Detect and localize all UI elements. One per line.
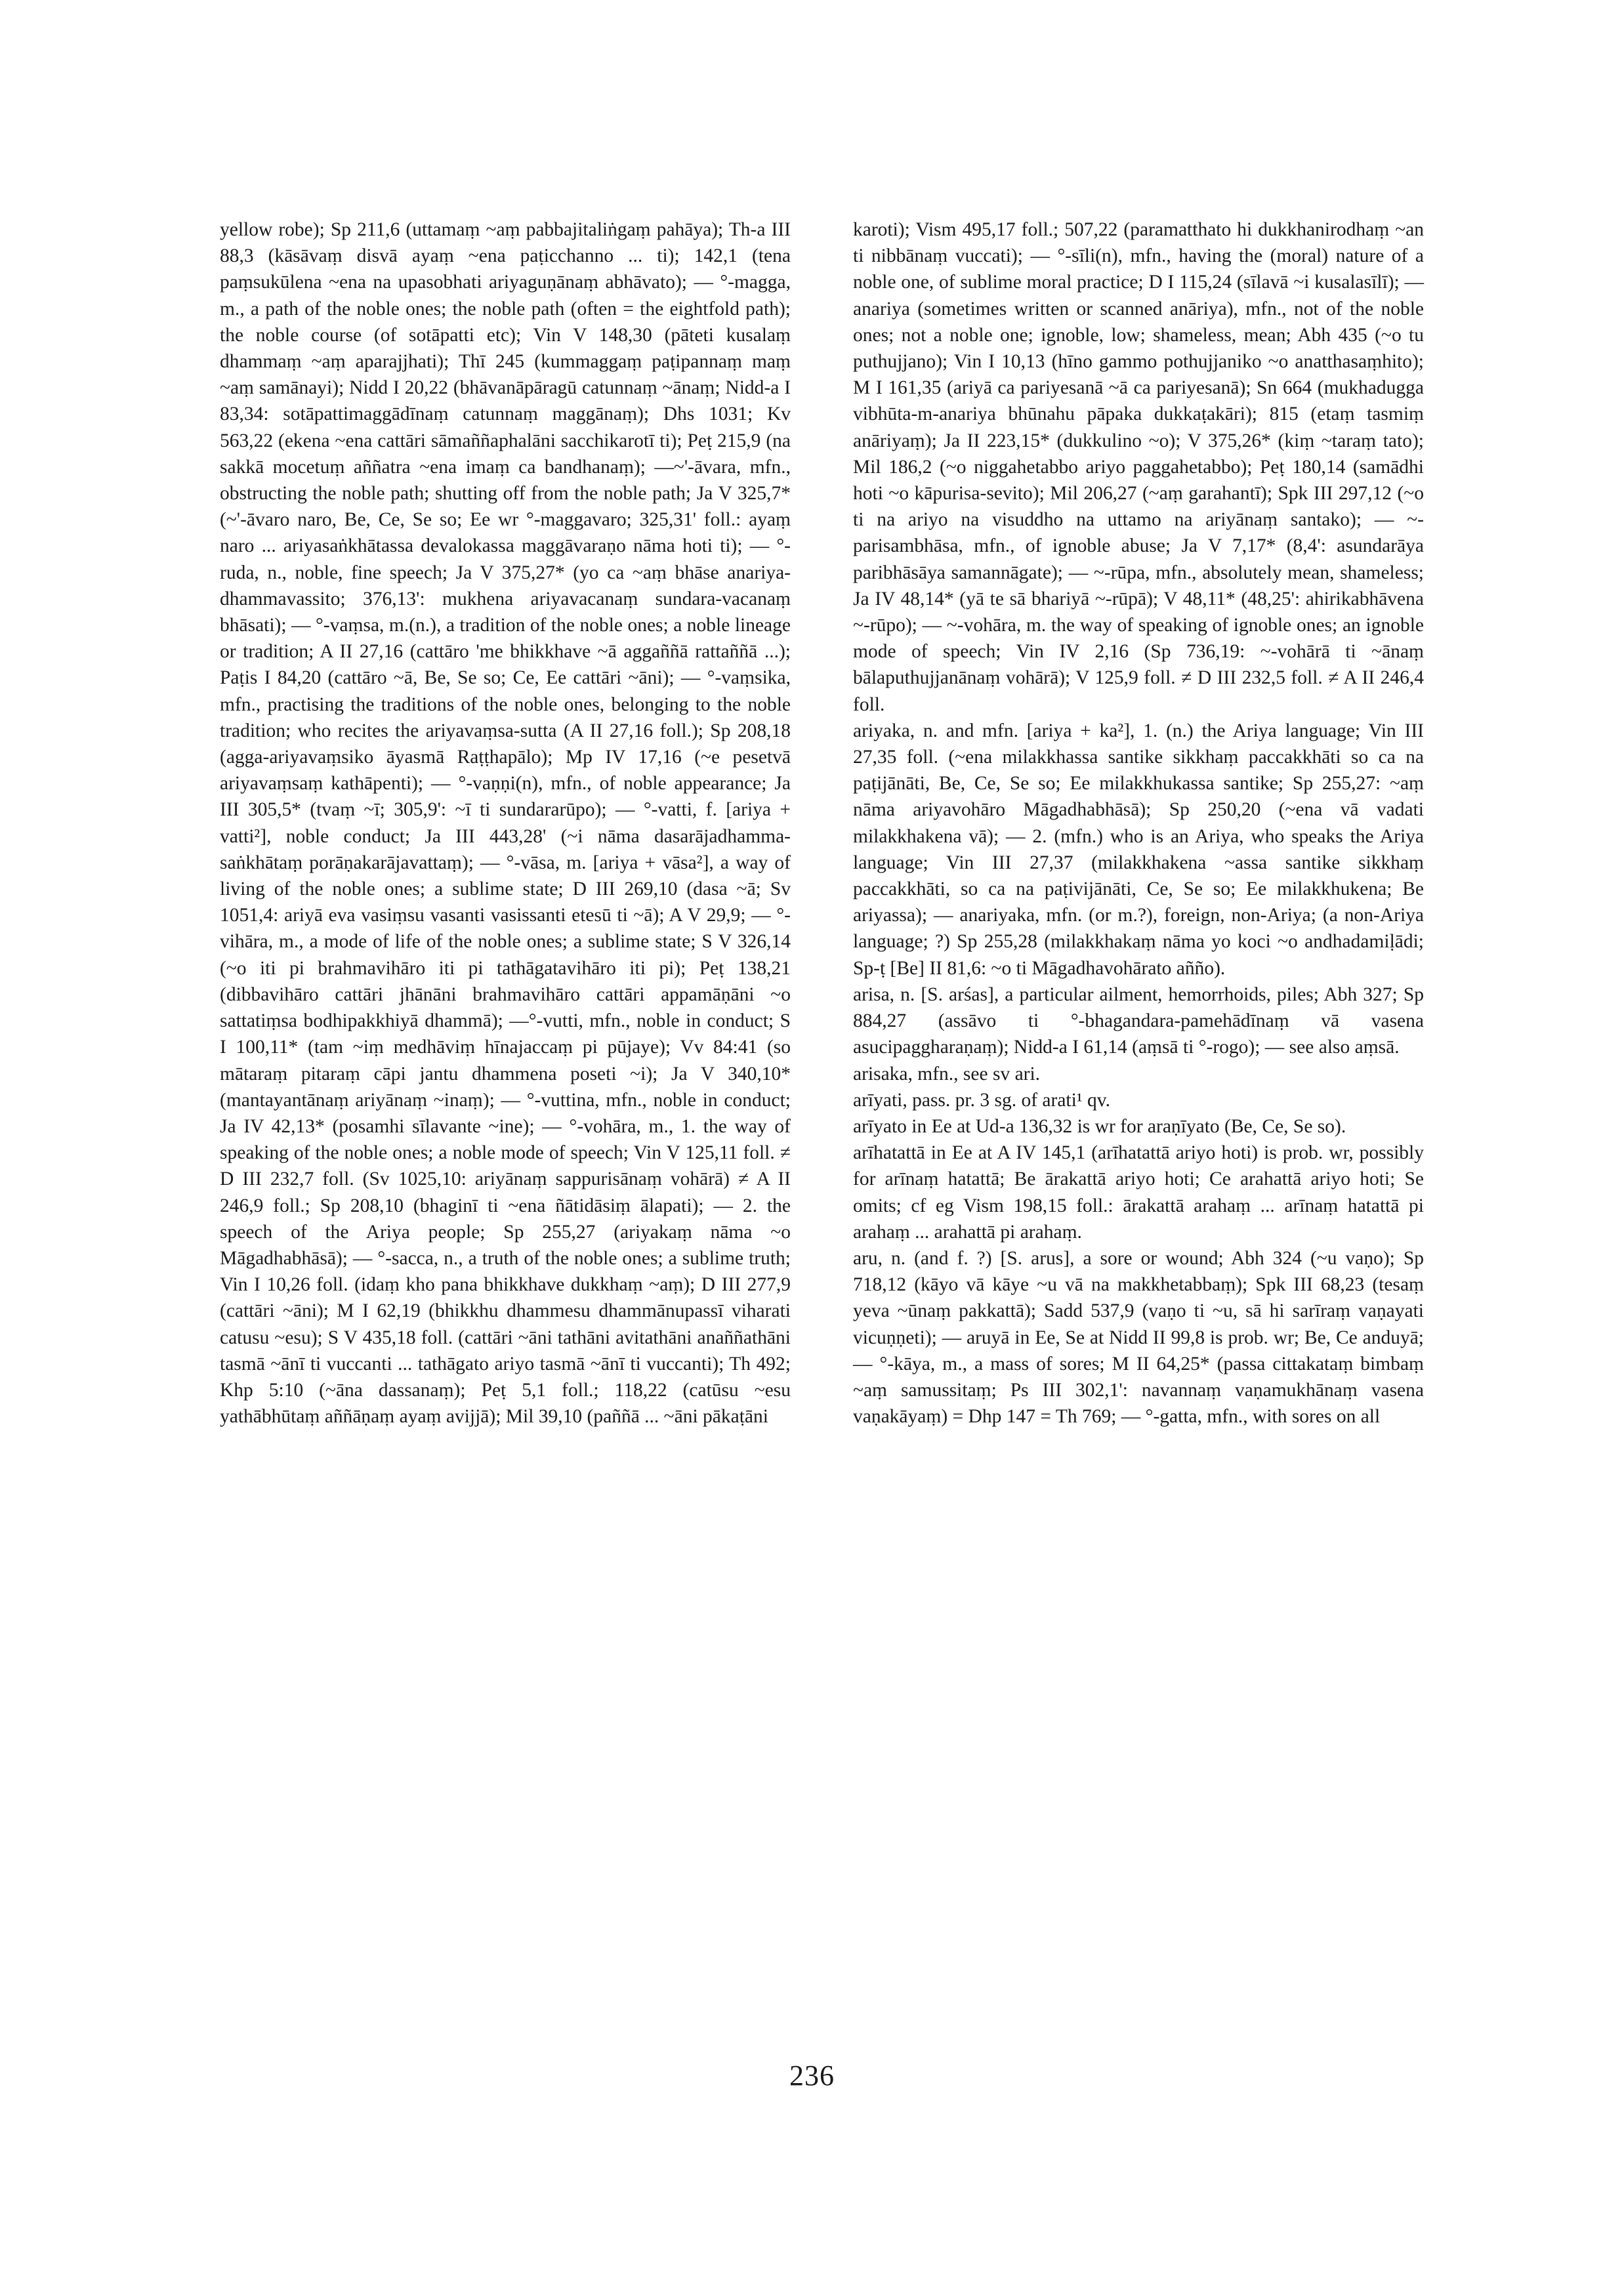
entry-aru: aru, n. (and f. ?) [S. arus], a sore or wound; Abh 324 (~u vaṇo); Sp 718,12 (kāyo vā kāye ~u vā na makkhetabbaṃ); Spk III 68,23 (tesaṃ yeva ~ūnaṃ pakkattā); Sadd 537,9 (vaṇo ti ~u, sā hi sarīraṃ vaṇayati vicuṇṇeti); — aruyā in Ee, Se at Nidd II 99,8 is prob. wr; Be, Ce anduyā; — °-kāya, m., a mass of sores; M II 64,25* (passa cittakataṃ bimbaṃ ~aṃ samussitaṃ; Ps III 302,1': navannaṃ vaṇamukhānaṃ vasena vaṇakāyaṃ) = Dhp 147 = Th 769; — °-gatta, mfn., with sores on all xyxy=(853,1247,1424,1428)
left-column xyxy=(220,217,791,1430)
entry-text: karoti); Vism 495,17 foll.; 507,22 (paramatthato hi dukkhanirodhaṃ ~an ti nibbānaṃ vuccati); — °-sīli(n), mfn., having the (moral) nature of a noble one, of sublime moral practice; D I 115,24 (sīlavā ~i kusalasīlī); — anariya (sometimes written or scanned anāriya), mfn., not of the noble ones; not a noble one; ignoble, low; shameless, mean; Abh 435 (~o tu puthujjano); Vin I 10,13 (hīno gammo pothujjaniko ~o anatthasaṃhito); M I 161,35 (ariyā ca pariyesanā ~ā ca pariyesanā); Sn 664 (mukhadugga vibhūta-m-anariya bhūnahu pāpaka dukkaṭakāri); 815 (etaṃ tasmiṃ anāriyaṃ); Ja II 223,15* (dukkulino ~o); V 375,26* (kiṃ ~taraṃ tato); Mil 186,2 (~o niggahetabbo ariyo paggahetabbo); Peṭ 180,14 (samādhi hoti ~o kāpurisa-sevito); Mil 206,27 (~aṃ garahantī); Spk III 297,12 (~o ti na ariyo na visuddho na uttamo na ariyānaṃ santako); — ~-parisambhāsa, mfn., of ignoble abuse; Ja V 7,17* (8,4': asundarāya paribhāsāya samannāgate); — ~-rūpa, mfn., absolutely mean, shameless; Ja IV 48,14* (yā te sā bhariyā ~-rūpā); V 48,11* (48,25': ahirikabhāvena ~-rūpo); — ~-vohāra, m. the way of speaking of ignoble ones; an ignoble mode of speech; Vin IV 2,16 (Sp 736,19: ~-vohārā ti ~ānaṃ bālaputhujjanānaṃ vohārā); V 125,9 foll. ≠ D III 232,5 foll. ≠ A II 246,4 foll. xyxy=(853,219,1424,715)
entry-text: yellow robe); Sp 211,6 (uttamaṃ ~aṃ pabbajitaliṅgaṃ pahāya); Th-a III 88,3 (kāsāvaṃ disvā ayaṃ ~ena paṭicchanno ... ti); 142,1 (tena paṃsukūlena ~ena na upasobhati ariyaguṇānaṃ abhāvato); — °-magga, m., a path of the noble ones; the noble path (often = the eightfold path); the noble course (of sotāpatti etc); Vin V 148,30 (pāteti kusalaṃ dhammaṃ ~aṃ aparajjhati); Thī 245 (kummaggaṃ paṭipannaṃ maṃ ~aṃ samānayi); Nidd I 20,22 (bhāvanāpāragū catunnaṃ ~ānaṃ; Nidd-a I 83,34: sotāpattimaggādīnaṃ catunnaṃ maggānaṃ); Dhs 1031; Kv 563,22 (ekena ~ena cattāri sāmaññaphalāni sacchikarotī ti); Peṭ 215,9 (na sakkā mocetuṃ aññatra ~ena imaṃ ca bandhanaṃ); —~'-āvara, mfn., obstructing the noble path; shutting off from the noble path; Ja V 325,7* (~'-āvaro naro, Be, Ce, Se so; Ee wr °-maggavaro; 325,31' foll.: ayaṃ naro ... ariyasaṅkhātassa devalokassa maggāvaraṇo nāma hoti ti); — °-ruda, n., noble, fine speech; Ja V 375,27* (yo ca ~aṃ bhāse anariya-dhammavassito; 376,13': mukhena ariyavacanaṃ sundara-vacanaṃ bhāsati); — °-vaṃsa, m.(n.), a tradition of the noble ones; a noble lineage or tradition; A II 27,16 (cattāro 'me bhikkhave ~ā aggaññā rattaññā ...); Paṭis I 84,20 (cattāro ~ā, Be, Se so; Ce, Ee cattāri ~āni); — °-vaṃsika, mfn., practising the traditions of the noble ones, belonging to the noble tradition; who recites the ariyavaṃsa-sutta (A II 27,16 foll.); Sp 208,18 (agga-ariyavaṃsiko āyasmā Raṭṭhapālo); Mp IV 17,16 (~e pesetvā ariyavaṃsaṃ kathāpenti); — °-vaṇṇi(n), mfn., of noble appearance; Ja III 305,5* (tvaṃ ~ī; 305,9': ~ī ti sundararūpo); — °-vatti, f. [ariya + vatti²], noble conduct; Ja III 443,28' (~i nāma dasarājadhamma-saṅkhātaṃ porāṇakarājavattaṃ); — °-vāsa, m. [ariya + vāsa²], a way of living of the noble ones; a sublime state; D III 269,10 (dasa ~ā; Sv 1051,4: ariyā eva vasiṃsu vasanti vasissanti etesū ti ~ā); A V 29,9; — °-vihāra, m., a mode of life of the noble ones; a sublime state; S V 326,14 (~o iti pi brahmavihāro iti pi tathāgatavihāro iti pi); Peṭ 138,21 (dibbavihāro cattāri jhānāni brahmavihāro cattāri appamāṇāni ~o sattatiṃsa bodhipakkhiyā dhammā); —°-vutti, mfn., noble in conduct; S I 100,11* (tam ~iṃ medhāviṃ hīnajaccaṃ pi pūjaye); Vv 84:41 (so mātaraṃ pitaraṃ cāpi jantu dhammena poseti ~i); Ja V 340,10* (mantayantānaṃ ariyānaṃ ~inaṃ); — °-vuttina, mfn., noble in conduct; Ja IV 42,13* (posamhi sīlavante ~ine); — °-vohāra, m., 1. the way of speaking of the noble ones; a noble mode of speech; Vin V 125,11 foll. ≠ D III 232,7 foll. (Sv 1025,10: ariyānaṃ sappurisānaṃ vohārā) ≠ A II 246,9 foll.; Sp 208,10 (bhaginī ti ~ena ñātidāsiṃ ālapati); — 2. the speech of the Ariya people; Sp 255,27 (ariyakaṃ nāma ~o Māgadhabhāsā); — °-sacca, n., a truth of the noble ones; a sublime truth; Vin I 10,26 foll. (idaṃ kho pana bhikkhave dukkhaṃ ~aṃ); D III 277,9 (cattāri ~āni); M I 62,19 (bhikkhu dhammesu dhammānupassī viharati catusu ~esu); S V 435,18 foll. (cattāri ~āni tathāni avitathāni anaññathāni tasmā ~ānī ti vuccanti ... tathāgato ariyo tasmā ~ānī ti vuccanti); Th 492; Khp 5:10 (~āna dassanaṃ); Peṭ 5,1 foll.; 118,22 (catūsu ~esu yathābhūtaṃ aññāṇaṃ ayaṃ avijjā); Mil 39,10 (paññā ... ~āni pākaṭāni xyxy=(220,219,791,1428)
entry-ariyati: arīyati, pass. pr. 3 sg. of arati¹ qv. xyxy=(853,1089,1110,1111)
entry-arisaka: arisaka, mfn., see sv ari. xyxy=(853,1063,1041,1085)
entry-ariyaka: ariyaka, n. and mfn. [ariya + ka²], 1. (n.) the Ariya language; Vin III 27,35 foll. (~ena milakkhassa santike sikkhaṃ paccakkhāti so ca na paṭijānāti, Be, Ce, Se so; Ee milakkhukassa santike; Sp 255,27: ~aṃ nāma ariyavohāro Māgadhabhāsā); Sp 250,20 (~ena vā vadati milakkhakena vā); — 2. (mfn.) who is an Ariya, who speaks the Ariya language; Vin III 27,37 (milakkhakena ~assa santike sikkhaṃ paccakkhāti, so ca na paṭivijānāti, Ce, Se so; Ee milakkhukena; Be ariyassa); — anariyaka, mfn. (or m.?), foreign, non-Ariya; (a non-Ariya language; ?) Sp 255,28 (milakkhakaṃ nāma yo koci ~o andhadamiḷādi; Sp-ṭ [Be] II 81,6: ~o ti Māgadhavohārato añño). xyxy=(853,720,1424,979)
entry-ariyato: arīyato in Ee at Ud-a 136,32 is wr for araṇīyato (Be, Ce, Se so). xyxy=(853,1115,1346,1137)
entry-arihatatta: arīhatattā in Ee at A IV 145,1 (arīhatattā ariyo hoti) is prob. wr, possibly for arīnaṃ hatattā; Be ārakattā ariyo hoti; Ce arahattā ariyo hoti; Se omits; cf eg Vism 198,15 foll.: ārakattā arahaṃ ... arīnaṃ hatattā pi arahaṃ ... arahattā pi arahaṃ. xyxy=(853,1142,1424,1243)
page-number: 236 xyxy=(789,2059,835,2092)
right-column xyxy=(853,217,1424,1430)
entry-arisa: arisa, n. [S. arśas], a particular ailment, hemorrhoids, piles; Abh 327; Sp 884,27 (assāvo ti °-bhagandara-pamehādīnaṃ vā vasena asucipaggharaṇaṃ); Nidd-a I 61,14 (aṃsā ti °-rogo); — see also aṃsā. xyxy=(853,983,1424,1058)
